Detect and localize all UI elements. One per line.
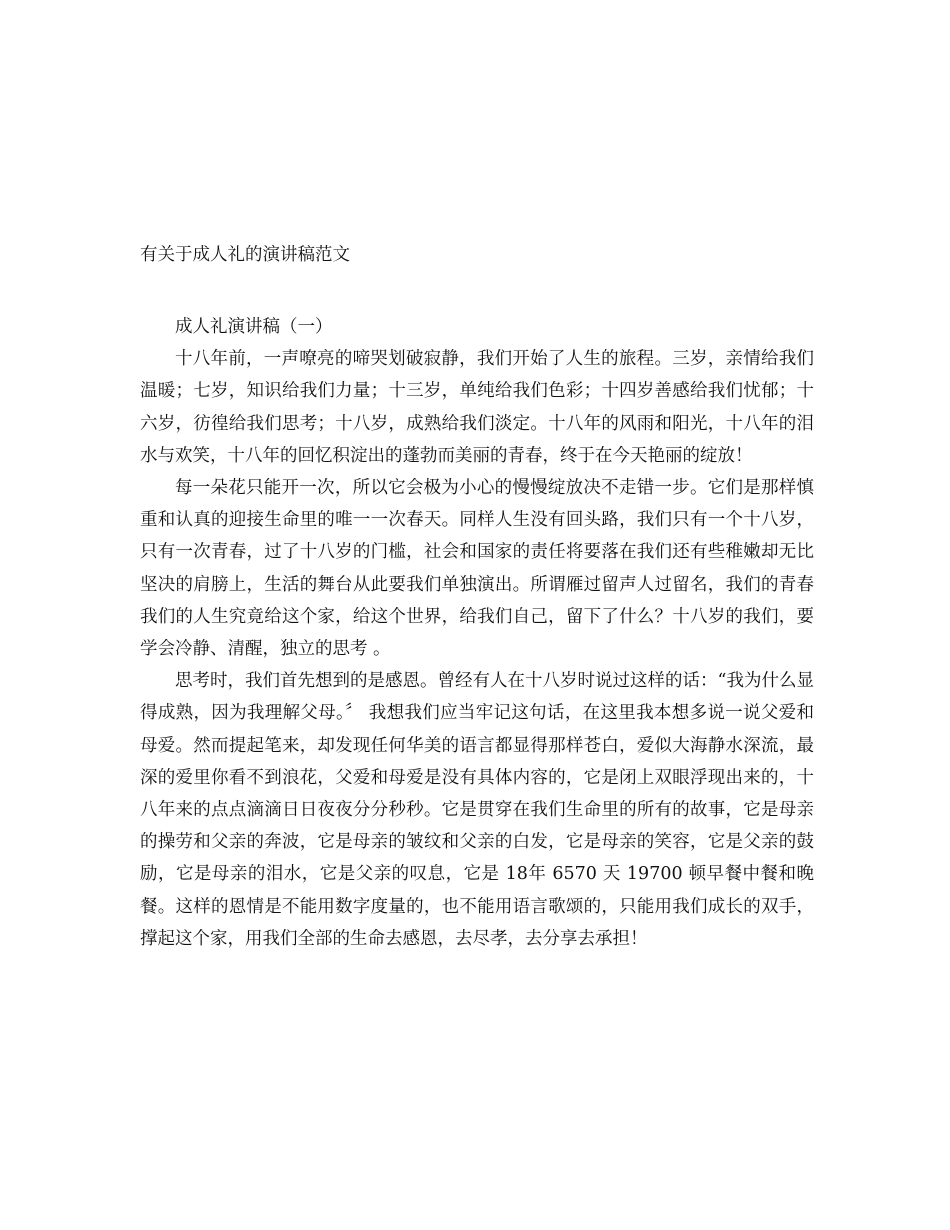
paragraph-2: 每一朵花只能开一次，所以它会极为小心的慢慢绽放决不走错一步。它们是那样慎重和认真的迎接生命里的唯一一次春天。同样人生没有回头路，我们只有一个十八岁，只有一次青春，过了十八岁的门槛，社会和国家的责任将要落在我们还有些稚嫩却无比坚决的肩膀上，生活的舞台从此要我们单独演出。所谓雁过留声人过留名，我们的青春我们的人生究竟给这个家，给这个世界，给我们自己，留下了什么？十八岁的我们，要学会冷静、清醒，独立的思考 。: [140, 478, 814, 660]
paragraph-3: 思考时，我们首先想到的是感恩。曾经有人在十八岁时说过这样的话：“我为什么显得成熟，因为我理解父母。〞 我想我们应当牢记这句话，在这里我本想多说一说父爱和母爱。然而提起笔来，却发现任何华美的语言都显得那样苍白，爱似大海静水深流，最深的爱里你看不到浪花，父爱和母爱是没有具体内容的，它是闭上双眼浮现出来的，十八年来的点点滴滴日日夜夜分分秒秒。它是贯穿在我们生命里的所有的故事，它是母亲的操劳和父亲的奔波，它是母亲的皱纹和父亲的白发，它是母亲的笑容，它是父亲的鼓励，它是母亲的泪水，它是父亲的叹息，它是 18年 6570 天 19700 顿早餐中餐和晚餐。这样的恩情是不能用数字度量的，也不能用语言歌颂的，只能用我们成长的双手，撑起这个家，用我们全部的生命去感恩，去尽孝，去分享去承担！: [140, 671, 814, 949]
speech-subtitle: 成人礼演讲稿（一）: [175, 317, 333, 337]
paragraph-1: 十八年前，一声嘹亮的啼哭划破寂静，我们开始了人生的旅程。三岁，亲情给我们温暖；七岁，知识给我们力量；十三岁，单纯给我们色彩；十四岁善感给我们忧郁；十六岁，彷徨给我们思考；十八岁，成熟给我们淡定。十八年的风雨和阳光，十八年的泪水与欢笑，十八年的回忆积淀出的蓬勃而美丽的青春，终于在今天艳丽的绽放！: [140, 349, 814, 466]
document-body: [140, 311, 814, 955]
document-title: 有关于成人礼的演讲稿范文: [140, 245, 350, 265]
